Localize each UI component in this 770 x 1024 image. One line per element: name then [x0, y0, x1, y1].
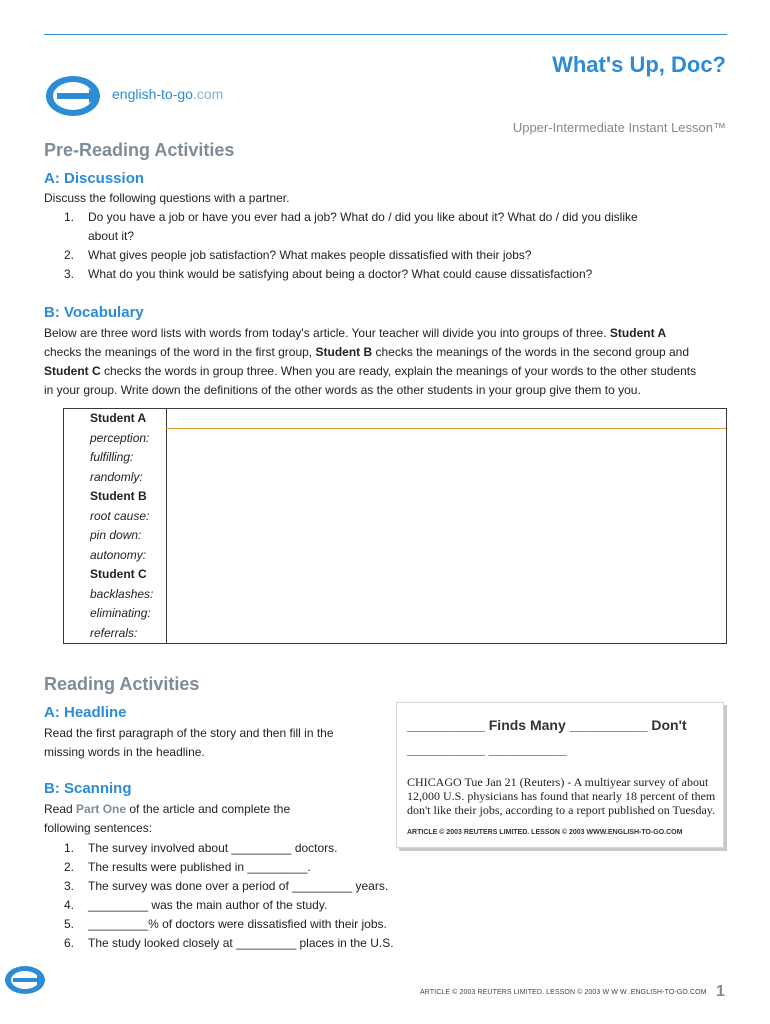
scanning-instructions: Read Part One of the article and complete the following sentences:: [44, 802, 291, 835]
vocab-word: pin down:: [90, 528, 142, 542]
list-item: 3. What do you think would be satisfying about being a doctor? What could cause dissatisfaction?: [64, 267, 593, 281]
vocab-word: referrals:: [90, 625, 138, 640]
page-title: What's Up, Doc?: [552, 52, 726, 77]
discussion-intro: Discuss the following questions with a partner.: [44, 191, 290, 205]
footer-logo: [4, 965, 46, 995]
vocab-group-label: Student B: [90, 489, 147, 503]
headline-blanks: __________ Finds Many __________ Don't __________ __________: [407, 717, 687, 757]
pre-reading-heading: Pre-Reading Activities: [44, 140, 235, 160]
vocab-word: randomly:: [90, 469, 143, 484]
list-item: 5. _________% of doctors were dissatisfied with their jobs.: [64, 917, 387, 931]
vocab-word: backlashes:: [90, 586, 154, 601]
vocabulary-heading: B: Vocabulary: [44, 304, 144, 321]
discussion-questions: [44, 208, 734, 284]
english-to-go-logo: [44, 74, 102, 118]
footer-copyright: ARTICLE © 2003 REUTERS LIMITED. LESSON © 2003 W W W .ENGLISH-TO-GO.COM: [420, 989, 707, 996]
column-divider: [166, 409, 167, 643]
list-item: 6. The study looked closely at _________ places in the U.S.: [64, 936, 394, 950]
discussion-heading: A: Discussion: [44, 170, 145, 187]
list-item: 4. _________ was the main author of the study.: [64, 898, 328, 912]
list-item: 1. Do you have a job or have you ever had a job? What do / did you like about it? What do / did you dislike about it?: [64, 210, 638, 243]
site-name[interactable]: english-to-go.com: [112, 86, 224, 102]
scanning-questions: [44, 839, 444, 953]
vocab-word: fulfilling:: [90, 450, 134, 464]
vocab-group-label: Student A: [90, 411, 147, 425]
vocab-word: perception:: [90, 430, 150, 445]
lesson-level: Upper-Intermediate Instant Lesson™: [512, 120, 726, 135]
vocabulary-table: [63, 408, 727, 644]
article-copyright: ARTICLE © 2003 REUTERS LIMITED. LESSON © 2003 WWW.ENGLISH-TO-GO.COM: [407, 829, 683, 836]
vocab-word: root cause:: [90, 508, 150, 523]
article-excerpt-box: [396, 702, 724, 848]
reading-heading: Reading Activities: [44, 674, 200, 694]
headline-heading: A: Headline: [44, 704, 127, 721]
vocabulary-instructions: Below are three word lists with words from today's article. Your teacher will divide you into groups of three. Student A checks the meanings of the word in the first group, Student B checks the meanings of the words in the second group and Student C checks the words in group three. When you are ready, explain the meanings of your words to the other students in your group. Write down the definitions of the other words as the other students in your group give them to you.: [44, 326, 697, 397]
scanning-heading: B: Scanning: [44, 780, 132, 797]
vocab-word: autonomy:: [90, 547, 147, 562]
list-item: 1. The survey involved about _________ doctors.: [64, 841, 338, 855]
article-first-paragraph: CHICAGO Tue Jan 21 (Reuters) - A multiyear survey of about 12,000 U.S. physicians has found that nearly 18 percent of them don't like their jobs, according to a report published on Tuesday.: [407, 775, 716, 817]
highlight-rule: [166, 428, 726, 429]
list-item: 2. The results were published in _________.: [64, 860, 311, 874]
top-rule: [44, 34, 727, 35]
page-number: 1: [716, 983, 725, 1000]
vocab-group-label: Student C: [90, 567, 147, 581]
headline-instructions: Read the first paragraph of the story and then fill in the missing words in the headline.: [44, 726, 334, 759]
vocab-word: eliminating:: [90, 606, 151, 620]
list-item: 2. What gives people job satisfaction? What makes people dissatisfied with their jobs?: [64, 248, 532, 262]
list-item: 3. The survey was done over a period of _________ years.: [64, 879, 389, 893]
